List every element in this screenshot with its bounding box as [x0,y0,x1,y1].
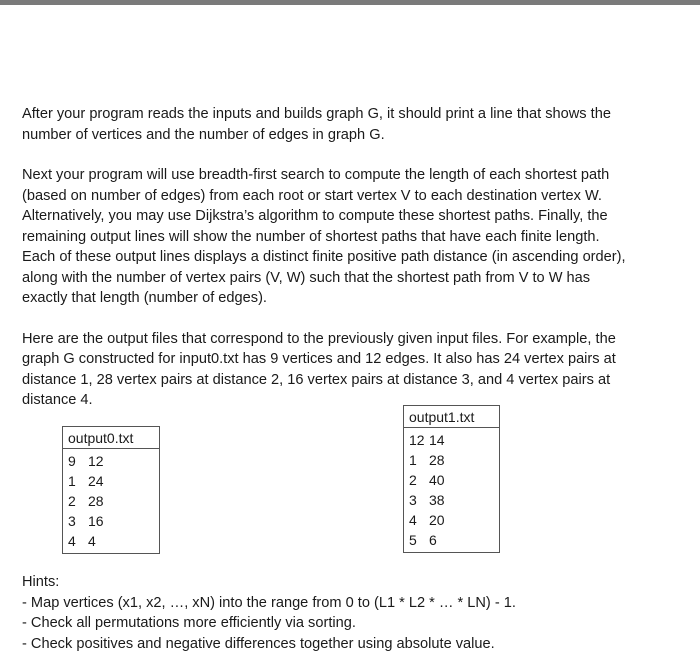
text-line: exactly that length (number of edges). [22,290,267,306]
output0-title: output0.txt [63,427,159,449]
text-line: (based on number of edges) from each root or start vertex V to each destination vertex W. [22,187,602,204]
output1-row [409,450,494,470]
output0-cell: 4 [68,533,76,549]
output1-cell: 38 [429,492,445,508]
paragraph-bfs-description [22,165,662,309]
text-line: Next your program will use breadth-first search to compute the length of each shortest path [22,167,610,183]
hint-item: - Check positives and negative differences together using absolute value. [22,635,495,652]
output1-cell: 1 [409,452,417,468]
output0-cell: 24 [88,473,104,489]
output0-cell: 9 [68,453,76,469]
output0-cell: 4 [88,533,96,549]
document-body [22,104,662,411]
output1-row [409,430,494,450]
output1-row [409,510,494,530]
paragraph-output-files [22,329,662,411]
output0-cell: 16 [88,513,104,529]
text-line: After your program reads the inputs and builds graph G, it should print a line that shows the [22,106,611,122]
text-line: along with the number of vertex pairs (V, W) such that the shortest path from V to W has [22,269,591,286]
hint-item: - Check all permutations more efficiently via sorting. [22,615,356,631]
output0-row [68,531,154,551]
output0-cell: 3 [68,513,76,529]
top-border [0,0,700,5]
output1-cell: 3 [409,492,417,508]
output0-row [68,451,154,471]
text-line: Here are the output files that correspond to the previously given input files. For example, the [22,330,616,347]
text-line: number of vertices and the number of edges in graph G. [22,126,385,143]
output1-row [409,530,494,550]
output1-cell: 5 [409,532,417,548]
output1-cell: 6 [429,532,437,548]
output1-cell: 28 [429,452,445,468]
output0-cell: 12 [88,453,104,469]
output1-cell: 40 [429,472,445,488]
output1-cell: 12 [409,432,425,448]
hints-title: Hints: [22,574,60,590]
output0-box [62,426,160,554]
output0-cell: 2 [68,493,76,509]
output0-row [68,471,154,491]
hints-section [22,572,662,654]
output0-cell: 28 [88,493,104,509]
output1-cell: 2 [409,472,417,488]
output0-row [68,491,154,511]
output0-row [68,511,154,531]
output1-row [409,490,494,510]
text-line: Each of these output lines displays a distinct finite positive path distance (in ascending order), [22,249,626,265]
output1-cell: 4 [409,512,417,528]
text-line: graph G constructed for input0.txt has 9 vertices and 12 edges. It also has 24 vertex pairs at [22,351,616,367]
hint-item: - Map vertices (x1, x2, …, xN) into the range from 0 to (L1 * L2 * … * LN) - 1. [22,594,516,611]
output1-cell: 20 [429,512,445,528]
text-line: distance 1, 28 vertex pairs at distance 2, 16 vertex pairs at distance 3, and 4 vertex pairs at [22,371,611,388]
text-line: distance 4. [22,392,93,408]
output1-box [403,405,500,553]
text-line: remaining output lines will show the number of shortest paths that have each finite length. [22,228,600,245]
output0-cell: 1 [68,473,76,489]
output1-cell: 14 [429,432,445,448]
text-line: Alternatively, you may use Dijkstra’s algorithm to compute these shortest paths. Finally, the [22,208,608,224]
output1-row [409,470,494,490]
output1-title: output1.txt [404,406,499,428]
paragraph-graph-summary [22,104,662,145]
